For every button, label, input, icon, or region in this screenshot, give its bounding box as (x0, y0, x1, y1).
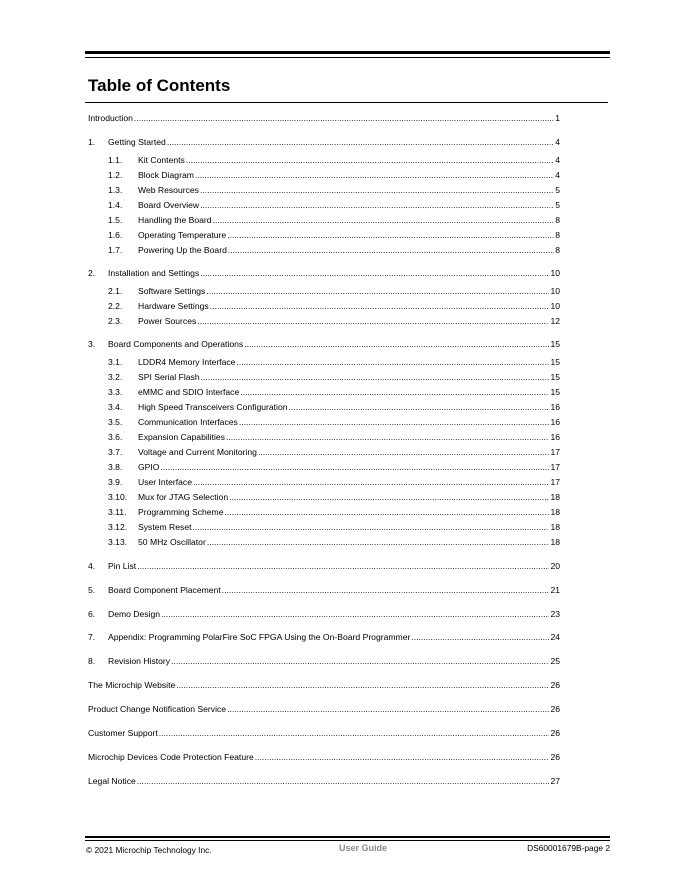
toc-entry-board-components[interactable] (88, 338, 560, 351)
toc-entry-installation[interactable] (88, 267, 560, 280)
toc-section-number: 3.8. (108, 462, 123, 472)
toc-page-number: 15 (550, 387, 560, 397)
toc-entry-title: Board Components and Operations (108, 339, 244, 349)
toc-section-number: 3.4. (108, 402, 123, 412)
toc-section-number: 1. (88, 137, 96, 147)
toc-section-number: 3.13. (108, 537, 128, 547)
toc-page-number: 26 (550, 728, 560, 738)
toc-page-number: 17 (550, 462, 560, 472)
toc-page-number: 18 (550, 537, 560, 547)
toc-page-number: 4 (555, 155, 560, 165)
toc-page-number: 18 (550, 492, 560, 502)
toc-entry-title: High Speed Transceivers Configuration (138, 402, 288, 412)
toc-leader-dots (197, 315, 549, 328)
toc-entry-title: Software Settings (138, 286, 206, 296)
toc-section-number: 3.6. (108, 432, 123, 442)
toc-entry-title: Kit Contents (138, 155, 185, 165)
toc-entry-legal-notice[interactable] (88, 775, 560, 788)
toc-entry-revision-history[interactable] (88, 655, 560, 668)
toc-page-number: 4 (555, 137, 560, 147)
toc-entry-operating-temperature[interactable] (108, 229, 560, 242)
toc-entry-title: LDDR4 Memory Interface (138, 357, 236, 367)
toc-entry-spi-serial-flash[interactable] (108, 371, 560, 384)
toc-entry-communication-interfaces[interactable] (108, 416, 560, 429)
toc-leader-dots (411, 631, 549, 644)
toc-leader-dots (258, 446, 549, 459)
toc-leader-dots (137, 775, 550, 788)
toc-page-number: 8 (555, 215, 560, 225)
toc-leader-dots (200, 184, 554, 197)
toc-section-number: 2. (88, 268, 96, 278)
toc-page-number: 24 (550, 632, 560, 642)
toc-leader-dots (134, 112, 554, 125)
toc-leader-dots (200, 267, 549, 280)
toc-entry-title: The Microchip Website (88, 680, 176, 690)
toc-entry-pcn-service[interactable] (88, 703, 560, 716)
toc-entry-gpio[interactable] (108, 461, 560, 474)
toc-section-number: 3.2. (108, 372, 123, 382)
toc-page-number: 18 (550, 507, 560, 517)
toc-entry-component-placement[interactable] (88, 584, 560, 597)
toc-leader-dots (161, 461, 550, 474)
toc-section-number: 3. (88, 339, 96, 349)
toc-leader-dots (159, 727, 550, 740)
toc-page-number: 10 (550, 301, 560, 311)
toc-section-number: 1.3. (108, 185, 123, 195)
toc-page-number: 26 (550, 704, 560, 714)
header-rule-thin (85, 57, 610, 58)
toc-section-number: 4. (88, 561, 96, 571)
toc-page-number: 26 (550, 752, 560, 762)
toc-entry-lddr4-memory[interactable] (108, 356, 560, 369)
toc-leader-dots (207, 536, 550, 549)
toc-leader-dots (137, 560, 549, 573)
toc-page-number: 5 (555, 185, 560, 195)
toc-entry-software-settings[interactable] (108, 285, 560, 298)
toc-entry-voltage-current[interactable] (108, 446, 560, 459)
toc-leader-dots (201, 371, 550, 384)
toc-page-number: 17 (550, 477, 560, 487)
toc-entry-programming-scheme[interactable] (108, 506, 560, 519)
toc-entry-title: Power Sources (138, 316, 197, 326)
toc-entry-demo-design[interactable] (88, 608, 560, 621)
toc-entry-pin-list[interactable] (88, 560, 560, 573)
toc-section-number: 3.1. (108, 357, 123, 367)
toc-leader-dots (193, 476, 549, 489)
toc-entry-title: Expansion Capabilities (138, 432, 225, 442)
toc-entry-title: Communication Interfaces (138, 417, 238, 427)
toc-section-number: 3.7. (108, 447, 123, 457)
toc-entry-customer-support[interactable] (88, 727, 560, 740)
toc-page-number: 8 (555, 245, 560, 255)
toc-page-number: 12 (550, 316, 560, 326)
toc-entry-kit-contents[interactable] (108, 154, 560, 167)
toc-entry-title: Handling the Board (138, 215, 212, 225)
toc-entry-title: Demo Design (108, 609, 161, 619)
toc-leader-dots (176, 679, 549, 692)
toc-entry-board-overview[interactable] (108, 199, 560, 212)
toc-entry-title: Customer Support (88, 728, 158, 738)
toc-leader-dots (206, 285, 549, 298)
toc-entry-expansion-capabilities[interactable] (108, 431, 560, 444)
toc-leader-dots (200, 199, 554, 212)
footer-page-ref: DS60001679B-page 2 (527, 843, 610, 853)
toc-leader-dots (213, 214, 555, 227)
toc-page-number: 15 (550, 357, 560, 367)
toc-leader-dots (239, 416, 550, 429)
toc-entry-title: Getting Started (108, 137, 166, 147)
toc-entry-title: 50 MHz Oscillator (138, 537, 206, 547)
toc-page-number: 20 (550, 561, 560, 571)
toc-entry-title: Block Diagram (138, 170, 194, 180)
toc-entry-microchip-website[interactable] (88, 679, 560, 692)
toc-section-number: 1.1. (108, 155, 123, 165)
toc-entry-title: Board Overview (138, 200, 200, 210)
toc-entry-title: Voltage and Current Monitoring (138, 447, 257, 457)
page-title: Table of Contents (88, 76, 231, 95)
toc-section-number: 3.5. (108, 417, 123, 427)
toc-leader-dots (210, 300, 550, 313)
toc-entry-power-sources[interactable] (108, 315, 560, 328)
toc-leader-dots (225, 506, 550, 519)
toc-entry-title: Microchip Devices Code Protection Feature (88, 752, 254, 762)
toc-entry-block-diagram[interactable] (108, 169, 560, 182)
toc-section-number: 2.2. (108, 301, 123, 311)
toc-page-number: 8 (555, 230, 560, 240)
toc-entry-title: Pin List (108, 561, 137, 571)
toc-entry-getting-started[interactable] (88, 136, 560, 149)
toc-leader-dots (171, 655, 549, 668)
toc-section-number: 3.9. (108, 477, 123, 487)
toc-entry-title: Product Change Notification Service (88, 704, 227, 714)
toc-leader-dots (186, 154, 554, 167)
footer-rule-thin (85, 840, 610, 841)
toc-leader-dots (240, 386, 549, 399)
toc-page-number: 5 (555, 200, 560, 210)
toc-section-number: 6. (88, 609, 96, 619)
toc-page-number: 4 (555, 170, 560, 180)
toc-entry-handling-the-board[interactable] (108, 214, 560, 227)
footer-doc-type: User Guide (339, 843, 388, 853)
toc-leader-dots (222, 584, 550, 597)
toc-leader-dots (227, 229, 554, 242)
toc-entry-title: GPIO (138, 462, 160, 472)
toc-page-number: 27 (550, 776, 560, 786)
toc-entry-title: Operating Temperature (138, 230, 227, 240)
toc-entry-title: Programming Scheme (138, 507, 224, 517)
toc-section-number: 5. (88, 585, 96, 595)
toc-entry-web-resources[interactable] (108, 184, 560, 197)
toc-leader-dots (244, 338, 549, 351)
toc-entry-title: Appendix: Programming PolarFire SoC FPGA Using the On-Board Programmer (108, 632, 411, 642)
toc-leader-dots (193, 521, 550, 534)
header-rule-thick (85, 51, 610, 54)
toc-entry-user-interface[interactable] (108, 476, 560, 489)
toc-page-number: 18 (550, 522, 560, 532)
toc-page-number: 16 (550, 417, 560, 427)
toc-entry-title: System Reset (138, 522, 192, 532)
toc-entry-system-reset[interactable] (108, 521, 560, 534)
toc-section-number: 1.4. (108, 200, 123, 210)
toc-section-number: 2.3. (108, 316, 123, 326)
toc-entry-title: Installation and Settings (108, 268, 200, 278)
toc-section-number: 3.12. (108, 522, 128, 532)
toc-page-number: 10 (550, 268, 560, 278)
toc-entry-title: Mux for JTAG Selection (138, 492, 229, 502)
toc-entry-title: Board Component Placement (108, 585, 221, 595)
toc-section-number: 1.2. (108, 170, 123, 180)
toc-entry-title: SPI Serial Flash (138, 372, 200, 382)
toc-entry-transceivers[interactable] (108, 401, 560, 414)
toc-entry-powering-up[interactable] (108, 244, 560, 257)
toc-leader-dots (236, 356, 549, 369)
toc-page-number: 16 (550, 402, 560, 412)
toc-section-number: 1.5. (108, 215, 123, 225)
toc-section-number: 1.7. (108, 245, 123, 255)
toc-page-number: 23 (550, 609, 560, 619)
toc-leader-dots (167, 136, 554, 149)
toc-entry-mux-jtag[interactable] (108, 491, 560, 504)
toc-leader-dots (161, 608, 549, 621)
toc-entry-title: Legal Notice (88, 776, 136, 786)
toc-page-number: 15 (550, 339, 560, 349)
toc-entry-hardware-settings[interactable] (108, 300, 560, 313)
toc-leader-dots (226, 431, 549, 444)
toc-section-number: 2.1. (108, 286, 123, 296)
toc-entry-title: Web Resources (138, 185, 199, 195)
toc-leader-dots (228, 244, 554, 257)
toc-entry-title: Hardware Settings (138, 301, 209, 311)
toc-entry-introduction[interactable] (88, 112, 560, 125)
toc-leader-dots (227, 703, 549, 716)
title-rule (85, 102, 608, 103)
toc-entry-oscillator[interactable] (108, 536, 560, 549)
toc-entry-title: Introduction (88, 113, 133, 123)
toc-page-number: 17 (550, 447, 560, 457)
toc-section-number: 8. (88, 656, 96, 666)
toc-entry-emmc-sdio[interactable] (108, 386, 560, 399)
toc-entry-title: User Interface (138, 477, 192, 487)
toc-page-number: 16 (550, 432, 560, 442)
toc-leader-dots (195, 169, 554, 182)
toc-section-number: 3.10. (108, 492, 128, 502)
toc-entry-title: Powering Up the Board (138, 245, 227, 255)
toc-leader-dots (255, 751, 550, 764)
toc-page-number: 25 (550, 656, 560, 666)
footer-rule-thick (85, 836, 610, 838)
toc-section-number: 7. (88, 632, 96, 642)
toc-entry-title: Revision History (108, 656, 171, 666)
toc-entry-appendix[interactable] (88, 631, 560, 644)
footer-copyright: © 2021 Microchip Technology Inc. (86, 845, 212, 855)
toc-page-number: 26 (550, 680, 560, 690)
toc-section-number: 3.3. (108, 387, 123, 397)
toc-page-number: 1 (555, 113, 560, 123)
toc-section-number: 1.6. (108, 230, 123, 240)
toc-entry-title: eMMC and SDIO Interface (138, 387, 240, 397)
toc-section-number: 3.11. (108, 507, 127, 517)
toc-page-number: 21 (550, 585, 560, 595)
toc-entry-code-protection[interactable] (88, 751, 560, 764)
toc-page-number: 10 (550, 286, 560, 296)
toc-leader-dots (229, 491, 549, 504)
toc-leader-dots (289, 401, 550, 414)
toc-page-number: 15 (550, 372, 560, 382)
